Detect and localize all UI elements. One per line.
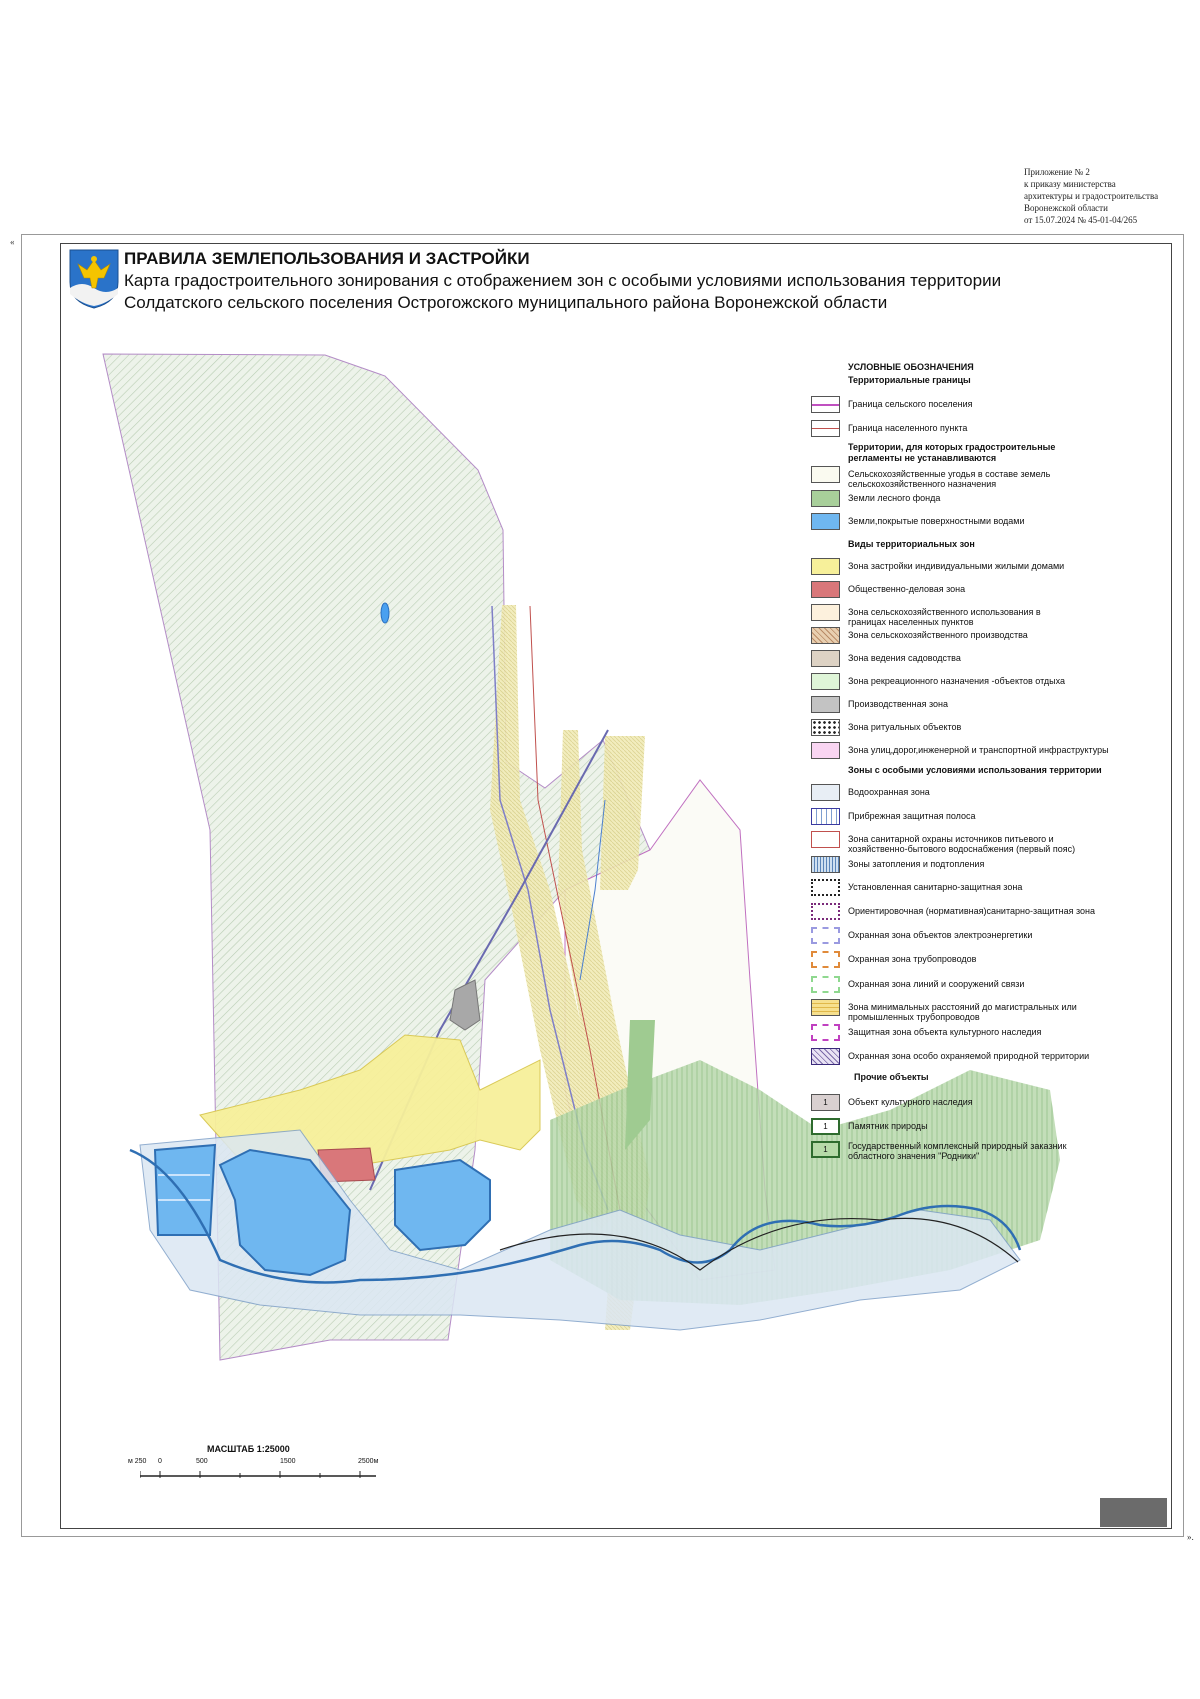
- legend-item: [808, 742, 1108, 762]
- scale-bar: [128, 1458, 388, 1488]
- legend-swatch: [811, 558, 840, 575]
- legend-swatch: [811, 420, 840, 437]
- legend-label: Зона минимальных расстояний до магистральных или промышленных трубопроводов: [848, 1002, 1077, 1022]
- legend-item: [808, 927, 1108, 947]
- legend-section-special: Зоны с особыми условиями использования территории: [848, 765, 1102, 775]
- legend-label: Зоны затопления и подтопления: [848, 859, 985, 869]
- legend-label: Общественно-деловая зона: [848, 584, 966, 594]
- legend-item: [808, 696, 1108, 716]
- legend-swatch: [811, 784, 840, 801]
- legend-item: [808, 627, 1108, 647]
- legend-label: Объект культурного наследия: [848, 1097, 973, 1107]
- legend-swatch: [811, 808, 840, 825]
- fish-ponds: [155, 1145, 215, 1235]
- coat-of-arms-icon: [68, 248, 120, 310]
- legend-item: [808, 396, 1108, 416]
- legend-item: [808, 558, 1108, 578]
- legend-swatch: [811, 976, 840, 993]
- legend-item: [808, 879, 1108, 899]
- annex-line: Приложение № 2: [1024, 167, 1090, 177]
- legend-swatch: [811, 1048, 840, 1065]
- legend-item: [808, 1024, 1108, 1044]
- legend-label: Защитная зона объекта культурного наследия: [848, 1027, 1042, 1037]
- legend-label: Зона ведения садоводства: [848, 653, 961, 663]
- legend-swatch: [811, 999, 840, 1016]
- legend-label: Зона сельскохозяйственного производства: [848, 630, 1028, 640]
- legend-item: [808, 466, 1108, 489]
- annex-line: от 15.07.2024 № 45-01-04/265: [1024, 215, 1138, 225]
- legend-item: [808, 831, 1108, 854]
- open-quote-mark: «: [10, 237, 15, 247]
- legend-item: [808, 1118, 1108, 1138]
- legend-item: [808, 1141, 1108, 1161]
- legend-label: Граница населенного пункта: [848, 423, 968, 433]
- legend-label: Памятник природы: [848, 1121, 928, 1131]
- legend-label: Водоохранная зона: [848, 787, 930, 797]
- legend-item: [808, 604, 1108, 627]
- scale-ruler: [140, 1468, 380, 1480]
- legend-item: [808, 951, 1108, 971]
- legend-swatch: [811, 490, 840, 507]
- legend-swatch: [811, 466, 840, 483]
- legend-label: Зона застройки индивидуальными жилыми домами: [848, 561, 1065, 571]
- legend-swatch: [811, 581, 840, 598]
- legend-swatch: [811, 513, 840, 530]
- legend-label: Установленная санитарно-защитная зона: [848, 882, 1023, 892]
- legend-item: [808, 673, 1108, 693]
- legend-item: [808, 581, 1108, 601]
- legend-item: [808, 903, 1108, 923]
- legend-label: Прибрежная защитная полоса: [848, 811, 976, 821]
- legend-item: [808, 999, 1108, 1022]
- lake-east: [395, 1160, 490, 1250]
- legend-label: Зона рекреационного назначения -объектов отдыха: [848, 676, 1066, 686]
- scale-label: 2500м: [358, 1458, 379, 1465]
- legend-item: [808, 784, 1108, 804]
- legend-swatch: [811, 696, 840, 713]
- legend-item: [808, 719, 1108, 739]
- legend-swatch: [811, 879, 840, 896]
- legend-label: Земли лесного фонда: [848, 493, 941, 503]
- legend-item: [808, 856, 1108, 876]
- legend-section-other: Прочие объекты: [854, 1072, 929, 1082]
- legend-item: [808, 976, 1108, 996]
- map-header: [68, 248, 1158, 312]
- scale-title: МАСШТАБ 1:25000: [207, 1444, 290, 1454]
- legend-item: [808, 420, 1108, 440]
- legend-label: Ориентировочная (нормативная)санитарно-защитная зона: [848, 906, 1095, 916]
- legend-swatch: [811, 719, 840, 736]
- legend-item: [808, 650, 1108, 670]
- legend-label: Охранная зона трубопроводов: [848, 954, 977, 964]
- legend-swatch: [811, 831, 840, 848]
- legend-label: Граница сельского поселения: [848, 399, 973, 409]
- legend-item: [808, 490, 1108, 510]
- legend-section-no-regulations: Территории, для которых градостроительные регламенты не устанавливаются: [848, 442, 1056, 463]
- legend-label: Государственный комплексный природный заказник областного значения "Родники": [848, 1141, 1067, 1161]
- legend-title: УСЛОВНЫЕ ОБОЗНАЧЕНИЯ: [848, 362, 974, 372]
- legend-label: Производственная зона: [848, 699, 949, 709]
- close-quote-mark: ».: [1187, 1532, 1194, 1542]
- legend-label: Сельскохозяйственные угодья в составе земель сельскохозяйственного назначения: [848, 469, 1051, 489]
- legend-swatch: [811, 927, 840, 944]
- scale-label: м 250: [128, 1458, 147, 1465]
- scale-label: 0: [158, 1458, 162, 1465]
- legend-section-zones: Виды территориальных зон: [848, 539, 975, 549]
- annex-note: [1024, 166, 1194, 226]
- scale-label: 1500: [280, 1458, 296, 1465]
- annex-line: Воронежской области: [1024, 203, 1108, 213]
- legend-label: Зона санитарной охраны источников питьевого и хозяйственно-бытового водоснабжения (первый пояс): [848, 834, 1076, 854]
- legend-label: Зона ритуальных объектов: [848, 722, 962, 732]
- legend-section-boundaries: Территориальные границы: [848, 375, 971, 385]
- map-title: ПРАВИЛА ЗЕМЛЕПОЛЬЗОВАНИЯ И ЗАСТРОЙКИ: [124, 249, 530, 268]
- legend-item: [808, 808, 1108, 828]
- legend-item: [808, 513, 1108, 533]
- legend-label: Земли,покрытые поверхностными водами: [848, 516, 1025, 526]
- legend-swatch: [811, 396, 840, 413]
- legend-swatch: [811, 604, 840, 621]
- legend-swatch: [811, 627, 840, 644]
- legend-label: Охранная зона линий и сооружений связи: [848, 979, 1025, 989]
- legend-swatch: [811, 742, 840, 759]
- legend-swatch: 1: [811, 1094, 840, 1111]
- legend-label: Зона улиц,дорог,инженерной и транспортной инфраструктуры: [848, 745, 1109, 755]
- qr-stamp-icon: [1100, 1498, 1167, 1527]
- legend-item: [808, 1094, 1108, 1114]
- legend-item: [808, 1048, 1108, 1068]
- map-subtitle-region: Солдатского сельского поселения Острогожского муниципального района Воронежской области: [124, 293, 888, 312]
- legend-swatch: [811, 1024, 840, 1041]
- annex-line: к приказу министерства: [1024, 179, 1116, 189]
- legend-swatch: [811, 650, 840, 667]
- annex-line: архитектуры и градостроительства: [1024, 191, 1159, 201]
- legend-label: Зона сельскохозяйственного использования в границах населенных пунктов: [848, 607, 1041, 627]
- legend-swatch: [811, 673, 840, 690]
- legend-swatch: [811, 951, 840, 968]
- legend-swatch: 1: [811, 1118, 840, 1135]
- legend-swatch: 1: [811, 1141, 840, 1158]
- legend-label: Охранная зона объектов электроэнергетики: [848, 930, 1033, 940]
- legend-swatch: [811, 856, 840, 873]
- legend-swatch: [811, 903, 840, 920]
- map-subtitle: Карта градостроительного зонирования с отображением зон с особыми условиями использования территории: [124, 271, 1002, 290]
- scale-label: 500: [196, 1458, 208, 1465]
- legend-label: Охранная зона особо охраняемой природной территории: [848, 1051, 1090, 1061]
